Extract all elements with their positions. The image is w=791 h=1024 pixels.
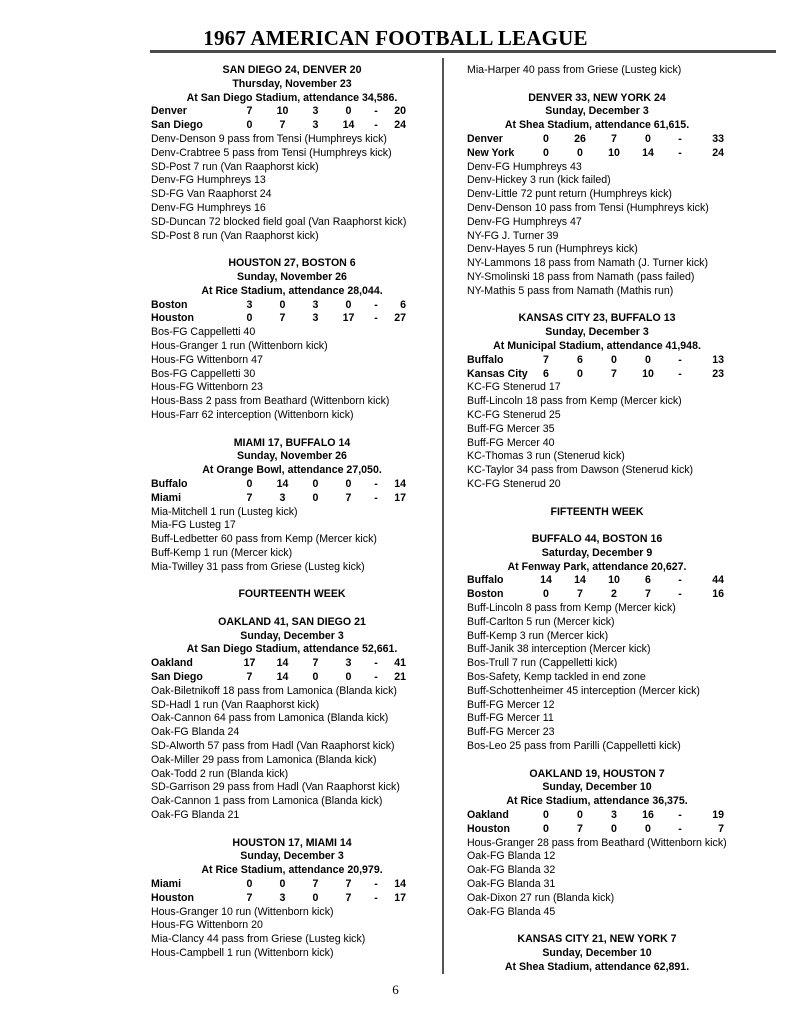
linescore-row xyxy=(151,312,433,326)
quarter-score: 0 xyxy=(645,353,651,366)
quarter-score: 3 xyxy=(312,105,319,118)
team-name: Kansas City xyxy=(467,367,528,380)
scoring-play: Mia-FG Lusteg 17 xyxy=(151,519,236,532)
quarter-score: 7 xyxy=(279,119,286,132)
quarter-score: 0 xyxy=(279,878,286,891)
scoring-play: SD-Post 8 run (Van Raaphorst kick) xyxy=(151,229,319,242)
team-name: Miami xyxy=(151,491,182,504)
score-dash: - xyxy=(374,312,378,325)
scoring-play: Oak-Cannon 1 pass from Lamonica (Blanda kick) xyxy=(151,795,383,808)
final-score: 20 xyxy=(394,105,406,118)
quarter-score: 7 xyxy=(577,588,583,601)
scoring-play: Mia-Clancy 44 pass from Griese (Lusteg kick) xyxy=(151,933,366,946)
scoring-play: Hous-Campbell 1 run (Wittenborn kick) xyxy=(151,947,334,959)
game-venue: At Municipal Stadium, attendance 41,948. xyxy=(493,339,701,352)
quarter-score: 7 xyxy=(246,891,253,904)
game-headline: HOUSTON 17, MIAMI 14 xyxy=(232,836,352,849)
scoring-play: Hous-FG Wittenborn 20 xyxy=(151,919,263,932)
quarter-score: 7 xyxy=(312,657,319,670)
team-name: Buffalo xyxy=(467,574,504,587)
team-name: Boston xyxy=(467,588,504,601)
linescore-row xyxy=(151,492,433,506)
quarter-score: 0 xyxy=(312,491,319,504)
scoring-play: KC-Taylor 34 pass from Dawson (Stenerud kick) xyxy=(467,464,694,477)
week-heading: FIFTEENTH WEEK xyxy=(550,505,644,518)
scoring-play: Buff-Schottenheimer 45 interception (Mercer kick) xyxy=(467,684,700,697)
scoring-play: Oak-Biletnikoff 18 pass from Lamonica (Blanda kick) xyxy=(151,684,397,697)
scoring-play: Bos-Safety, Kemp tackled in end zone xyxy=(467,671,646,684)
scoring-play: Hous-Bass 2 pass from Beathard (Wittenborn kick) xyxy=(151,395,390,408)
game-headline: SAN DIEGO 24, DENVER 20 xyxy=(222,64,362,76)
score-dash: - xyxy=(374,105,378,118)
quarter-score: 7 xyxy=(279,312,286,325)
linescore-table xyxy=(151,478,433,506)
final-score: 17 xyxy=(394,491,406,504)
game-date: Sunday, November 26 xyxy=(237,450,347,463)
quarter-score: 10 xyxy=(276,105,289,118)
scoring-play: Denv-Denson 10 pass from Tensi (Humphreys kick) xyxy=(467,201,709,214)
linescore-table xyxy=(467,354,727,382)
game-headline: KANSAS CITY 23, BUFFALO 13 xyxy=(518,312,676,325)
scoring-play: Oak-Miller 29 pass from Lamonica (Blanda kick) xyxy=(151,753,377,766)
linescore-row xyxy=(467,588,727,602)
quarter-score: 0 xyxy=(611,822,617,835)
team-name: Houston xyxy=(467,822,510,835)
game-block xyxy=(151,616,433,823)
quarter-score: 6 xyxy=(645,574,651,587)
linescore-table xyxy=(151,878,433,906)
game-headline: DENVER 33, NEW YORK 24 xyxy=(528,91,666,104)
team-name: Oakland xyxy=(151,657,193,670)
quarter-score: 0 xyxy=(312,891,319,904)
scoring-play: Oak-FG Blanda 24 xyxy=(151,726,240,739)
scoring-play: Buff-Kemp 3 run (Mercer kick) xyxy=(467,629,609,642)
score-dash: - xyxy=(374,891,378,904)
game-venue: At Rice Stadium, attendance 20,979. xyxy=(201,864,383,877)
quarter-score: 26 xyxy=(574,132,586,145)
scoring-play: Mia-Harper 40 pass from Griese (Lusteg kick) xyxy=(467,64,682,76)
scoring-play: Oak-Todd 2 run (Blanda kick) xyxy=(151,767,289,780)
final-score: 33 xyxy=(712,132,724,145)
game-block xyxy=(151,437,433,575)
final-score: 41 xyxy=(394,657,406,670)
linescore-row xyxy=(467,823,727,837)
scoring-play: SD-Garrison 29 pass from Hadl (Van Raaphorst kick) xyxy=(151,781,400,794)
quarter-score: 0 xyxy=(577,367,583,380)
quarter-score: 7 xyxy=(543,353,549,366)
quarter-score: 3 xyxy=(312,312,319,325)
final-score: 7 xyxy=(718,822,724,835)
quarter-score: 7 xyxy=(345,491,352,504)
page-number: 6 xyxy=(392,982,399,997)
title-rule xyxy=(150,50,776,53)
quarter-score: 0 xyxy=(645,822,651,835)
team-name: Buffalo xyxy=(467,353,504,366)
game-block xyxy=(151,64,433,243)
quarter-score: 0 xyxy=(543,146,549,159)
plays-continuation xyxy=(467,64,727,78)
score-dash: - xyxy=(678,809,682,822)
linescore-row xyxy=(151,105,433,119)
quarter-score: 14 xyxy=(276,477,289,490)
team-name: New York xyxy=(467,146,515,159)
final-score: 23 xyxy=(712,367,724,380)
game-date: Thursday, November 23 xyxy=(232,77,352,90)
scoring-play: Oak-FG Blanda 45 xyxy=(467,905,556,918)
game-venue: At San Diego Stadium, attendance 52,661. xyxy=(186,643,398,656)
scoring-play: Bos-Trull 7 run (Cappelletti kick) xyxy=(467,657,618,670)
score-dash: - xyxy=(374,119,378,132)
score-dash: - xyxy=(374,491,378,504)
score-dash: - xyxy=(678,146,682,159)
linescore-row xyxy=(467,133,727,147)
quarter-score: 0 xyxy=(345,298,352,311)
scoring-play: Denv-FG Humphreys 16 xyxy=(151,201,266,214)
scoring-play: Buff-FG Mercer 11 xyxy=(467,712,554,725)
final-score: 44 xyxy=(712,574,724,587)
quarter-score: 0 xyxy=(543,132,549,145)
linescore-table xyxy=(467,809,727,837)
linescore-table xyxy=(151,105,433,133)
scoring-play: SD-Hadl 1 run (Van Raaphorst kick) xyxy=(151,698,320,711)
scoring-play: Buff-Ledbetter 60 pass from Kemp (Mercer kick) xyxy=(151,533,377,546)
quarter-score: 10 xyxy=(608,574,620,587)
week-heading: FOURTEENTH WEEK xyxy=(238,588,346,601)
game-date: Sunday, November 26 xyxy=(237,270,347,283)
game-block xyxy=(467,92,727,299)
scoring-play: Mia-Mitchell 1 run (Lusteg kick) xyxy=(151,505,298,518)
game-date: Sunday, December 3 xyxy=(240,850,344,863)
quarter-score: 0 xyxy=(577,146,583,159)
scoring-play: NY-Mathis 5 pass from Namath (Mathis run) xyxy=(467,284,674,297)
linescore-row xyxy=(467,368,727,382)
quarter-score: 7 xyxy=(246,491,253,504)
team-name: Miami xyxy=(151,878,182,891)
quarter-score: 0 xyxy=(577,809,583,822)
final-score: 17 xyxy=(394,891,406,904)
quarter-score: 0 xyxy=(345,671,352,684)
game-venue: At Orange Bowl, attendance 27,050. xyxy=(202,464,382,477)
linescore-row xyxy=(151,657,433,671)
quarter-score: 7 xyxy=(577,822,583,835)
game-date: Sunday, December 3 xyxy=(240,629,344,642)
linescore-table xyxy=(467,133,727,161)
scoring-play: Denv-FG Humphreys 47 xyxy=(467,215,582,228)
final-score: 24 xyxy=(712,146,724,159)
quarter-score: 0 xyxy=(246,477,253,490)
final-score: 14 xyxy=(394,878,406,891)
scoring-play: Denv-FG Humphreys 13 xyxy=(151,174,266,187)
quarter-score: 7 xyxy=(312,878,319,891)
game-block xyxy=(467,312,727,491)
score-dash: - xyxy=(374,671,378,684)
quarter-score: 2 xyxy=(611,588,617,601)
score-dash: - xyxy=(374,477,378,490)
score-dash: - xyxy=(678,367,682,380)
final-score: 13 xyxy=(712,353,724,366)
scoring-play: NY-FG J. Turner 39 xyxy=(467,229,559,242)
team-name: Boston xyxy=(151,298,188,311)
quarter-score: 7 xyxy=(611,367,617,380)
game-venue: At Fenway Park, attendance 20,627. xyxy=(507,560,687,573)
game-headline: HOUSTON 27, BOSTON 6 xyxy=(228,257,356,270)
scoring-play: Denv-Denson 9 pass from Tensi (Humphreys kick) xyxy=(151,132,387,145)
linescore-row xyxy=(151,119,433,133)
scoring-play: Denv-Little 72 punt return (Humphreys kick) xyxy=(467,188,672,201)
game-venue: At Rice Stadium, attendance 28,044. xyxy=(201,284,383,297)
scoring-play: Buff-Kemp 1 run (Mercer kick) xyxy=(151,546,293,559)
scoring-play: Denv-Crabtree 5 pass from Tensi (Humphreys kick) xyxy=(151,146,392,159)
game-venue: At Shea Stadium, attendance 62,891. xyxy=(504,960,690,973)
scoring-play: SD-Duncan 72 blocked field goal (Van Raaphorst kick) xyxy=(151,215,407,228)
score-dash: - xyxy=(374,298,378,311)
scoring-play: Hous-Granger 1 run (Wittenborn kick) xyxy=(151,339,328,352)
quarter-score: 0 xyxy=(246,119,253,132)
quarter-score: 0 xyxy=(246,878,253,891)
scoring-play: Oak-FG Blanda 31 xyxy=(467,878,556,891)
final-score: 14 xyxy=(394,477,406,490)
quarter-score: 14 xyxy=(574,574,586,587)
quarter-score: 3 xyxy=(345,657,352,670)
quarter-score: 3 xyxy=(279,891,286,904)
quarter-score: 0 xyxy=(543,822,549,835)
scoring-play: SD-FG Van Raaphorst 24 xyxy=(151,188,272,201)
quarter-score: 0 xyxy=(345,105,352,118)
quarter-score: 3 xyxy=(611,809,617,822)
scoring-play: Oak-FG Blanda 21 xyxy=(151,809,240,822)
quarter-score: 6 xyxy=(543,367,549,380)
quarter-score: 0 xyxy=(645,132,651,145)
scoring-play: Oak-Cannon 64 pass from Lamonica (Blanda kick) xyxy=(151,712,389,725)
game-date: Saturday, December 9 xyxy=(541,546,653,559)
game-headline: MIAMI 17, BUFFALO 14 xyxy=(233,436,351,449)
final-score: 24 xyxy=(394,119,406,132)
quarter-score: 7 xyxy=(645,588,651,601)
final-score: 21 xyxy=(394,671,406,684)
scoring-play: Denv-Hayes 5 run (Humphreys kick) xyxy=(467,243,638,256)
score-dash: - xyxy=(678,132,682,145)
linescore-row xyxy=(467,354,727,368)
scoring-play: Bos-FG Cappelletti 40 xyxy=(151,326,256,339)
scoring-play: Hous-Granger 28 pass from Beathard (Wittenborn kick) xyxy=(467,836,727,849)
game-venue: At San Diego Stadium, attendance 34,586. xyxy=(186,91,398,104)
quarter-score: 6 xyxy=(577,353,583,366)
scoring-play: NY-Lammons 18 pass from Namath (J. Turner kick) xyxy=(467,257,708,270)
team-name: Houston xyxy=(151,891,194,904)
quarter-score: 0 xyxy=(312,477,319,490)
final-score: 27 xyxy=(394,312,406,325)
game-venue: At Shea Stadium, attendance 61,615. xyxy=(504,119,690,132)
quarter-score: 16 xyxy=(642,809,654,822)
quarter-score: 7 xyxy=(345,891,352,904)
scoring-play: Bos-FG Cappelletti 30 xyxy=(151,367,256,380)
scoring-play: Oak-Dixon 27 run (Blanda kick) xyxy=(467,891,615,904)
quarter-score: 10 xyxy=(608,146,620,159)
team-name: San Diego xyxy=(151,671,203,684)
quarter-score: 3 xyxy=(279,491,286,504)
scoring-play: KC-FG Stenerud 17 xyxy=(467,381,561,394)
game-block xyxy=(467,933,727,974)
linescore-table xyxy=(467,574,727,602)
quarter-score: 3 xyxy=(312,119,319,132)
game-headline: KANSAS CITY 21, NEW YORK 7 xyxy=(517,933,677,946)
linescore-row xyxy=(467,809,727,823)
page-title: 1967 AMERICAN FOOTBALL LEAGUE xyxy=(203,26,588,50)
quarter-score: 0 xyxy=(246,312,253,325)
scoring-play: Buff-Lincoln 18 pass from Kemp (Mercer kick) xyxy=(467,395,682,408)
quarter-score: 0 xyxy=(611,353,617,366)
quarter-score: 3 xyxy=(246,298,253,311)
game-block xyxy=(467,768,727,920)
linescore-row xyxy=(151,671,433,685)
final-score: 19 xyxy=(712,809,724,822)
game-date: Sunday, December 3 xyxy=(545,326,649,339)
team-name: Houston xyxy=(151,312,194,325)
linescore-row xyxy=(151,478,433,492)
scoring-play: Buff-FG Mercer 23 xyxy=(467,726,555,739)
linescore-row xyxy=(151,299,433,313)
quarter-score: 7 xyxy=(345,878,352,891)
scoring-play: Buff-Carlton 5 run (Mercer kick) xyxy=(467,615,615,628)
team-name: Buffalo xyxy=(151,477,188,490)
quarter-score: 7 xyxy=(246,105,253,118)
quarter-score: 17 xyxy=(342,312,355,325)
score-dash: - xyxy=(374,878,378,891)
score-dash: - xyxy=(678,588,682,601)
quarter-score: 14 xyxy=(276,657,289,670)
quarter-score: 14 xyxy=(642,146,654,159)
score-dash: - xyxy=(678,353,682,366)
game-headline: BUFFALO 44, BOSTON 16 xyxy=(531,533,663,546)
scoring-play: Buff-Lincoln 8 pass from Kemp (Mercer kick) xyxy=(467,602,676,615)
scoring-play: Oak-FG Blanda 32 xyxy=(467,864,556,877)
game-block xyxy=(467,533,727,754)
game-headline: OAKLAND 19, HOUSTON 7 xyxy=(529,767,665,780)
game-date: Sunday, December 3 xyxy=(545,105,649,118)
quarter-score: 0 xyxy=(543,809,549,822)
team-name: Denver xyxy=(467,132,503,145)
linescore-table xyxy=(151,657,433,685)
score-dash: - xyxy=(678,574,682,587)
linescore-table xyxy=(151,299,433,327)
scoring-play: Buff-Janik 38 interception (Mercer kick) xyxy=(467,643,651,656)
scoring-play: Hous-Farr 62 interception (Wittenborn kick) xyxy=(151,408,354,421)
quarter-score: 14 xyxy=(276,671,289,684)
linescore-row xyxy=(151,892,433,906)
game-headline: OAKLAND 41, SAN DIEGO 21 xyxy=(218,615,366,628)
quarter-score: 7 xyxy=(246,671,253,684)
final-score: 16 xyxy=(712,588,724,601)
scoring-play: Hous-Granger 10 run (Wittenborn kick) xyxy=(151,905,334,918)
left-column xyxy=(151,64,433,975)
column-divider xyxy=(442,58,444,974)
quarter-score: 10 xyxy=(642,367,654,380)
linescore-row xyxy=(467,147,727,161)
final-score: 6 xyxy=(400,298,406,311)
scoring-play: Bos-Leo 25 pass from Parilli (Cappelletti kick) xyxy=(467,740,681,753)
game-date: Sunday, December 10 xyxy=(542,781,652,794)
quarter-score: 0 xyxy=(543,588,549,601)
scoring-play: Denv-FG Humphreys 43 xyxy=(467,160,582,173)
scoring-play: KC-Thomas 3 run (Stenerud kick) xyxy=(467,450,625,463)
scoring-play: Mia-Twilley 31 pass from Griese (Lusteg kick) xyxy=(151,560,365,573)
scoring-play: Hous-FG Wittenborn 47 xyxy=(151,353,263,366)
scoring-play: KC-FG Stenerud 20 xyxy=(467,477,561,490)
scoring-play: Buff-FG Mercer 40 xyxy=(467,436,555,449)
scoring-play: Hous-FG Wittenborn 23 xyxy=(151,381,263,394)
quarter-score: 17 xyxy=(243,657,256,670)
game-venue: At Rice Stadium, attendance 36,375. xyxy=(506,795,688,808)
scoring-play: Buff-FG Mercer 12 xyxy=(467,698,555,711)
team-name: Denver xyxy=(151,105,187,118)
quarter-score: 0 xyxy=(279,298,286,311)
scoring-play: Oak-FG Blanda 12 xyxy=(467,850,556,863)
linescore-row xyxy=(151,878,433,892)
quarter-score: 3 xyxy=(312,298,319,311)
scoring-play: Buff-FG Mercer 35 xyxy=(467,422,555,435)
game-date: Sunday, December 10 xyxy=(542,947,652,959)
team-name: San Diego xyxy=(151,119,203,132)
scoring-play: NY-Smolinski 18 pass from Namath (pass failed) xyxy=(467,270,695,283)
quarter-score: 0 xyxy=(345,477,352,490)
game-block xyxy=(151,257,433,423)
team-name: Oakland xyxy=(467,809,509,822)
quarter-score: 14 xyxy=(342,119,355,132)
quarter-score: 7 xyxy=(611,132,617,145)
quarter-score: 14 xyxy=(540,574,552,587)
game-block xyxy=(151,837,433,961)
score-dash: - xyxy=(374,657,378,670)
score-dash: - xyxy=(678,822,682,835)
right-column xyxy=(467,64,727,988)
scoring-play: SD-Alworth 57 pass from Hadl (Van Raaphorst kick) xyxy=(151,740,395,753)
scoring-play: KC-FG Stenerud 25 xyxy=(467,408,561,421)
scoring-play: SD-Post 7 run (Van Raaphorst kick) xyxy=(151,160,319,173)
quarter-score: 0 xyxy=(312,671,319,684)
linescore-row xyxy=(467,574,727,588)
scoring-play: Denv-Hickey 3 run (kick failed) xyxy=(467,174,611,187)
